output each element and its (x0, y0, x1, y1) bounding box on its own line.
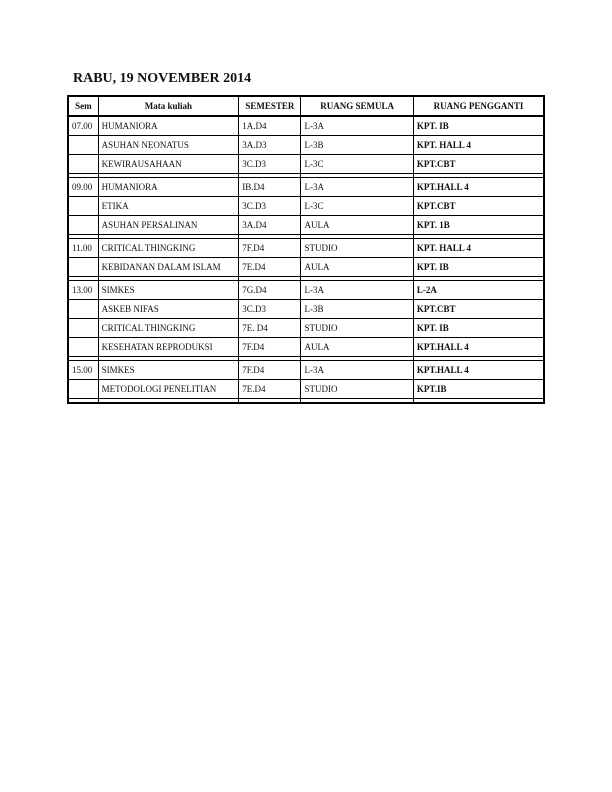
original-room-cell: AULA (301, 338, 413, 357)
course-cell: CRITICAL THINGKING (98, 239, 239, 258)
semester-cell: 3C.D3 (239, 300, 301, 319)
replacement-room-cell: KPT. HALL 4 (413, 239, 544, 258)
course-cell: SIMKES (98, 361, 239, 380)
semester-cell: 1A.D4 (239, 116, 301, 136)
original-room-cell: STUDIO (301, 239, 413, 258)
time-cell (68, 338, 98, 357)
original-room-cell: L-3A (301, 178, 413, 197)
course-cell: ETIKA (98, 197, 239, 216)
header-sem: Sem (68, 96, 98, 116)
time-cell: 15.00 (68, 361, 98, 380)
time-cell: 07.00 (68, 116, 98, 136)
replacement-room-cell: L-2A (413, 281, 544, 300)
table-row (68, 116, 544, 136)
separator-cell (413, 399, 544, 404)
course-cell: HUMANIORA (98, 178, 239, 197)
time-cell: 13.00 (68, 281, 98, 300)
semester-cell: 3C.D3 (239, 155, 301, 174)
header-semester: SEMESTER (239, 96, 301, 116)
separator-cell (98, 399, 239, 404)
schedule-table (67, 95, 545, 404)
original-room-cell: L-3B (301, 300, 413, 319)
semester-cell: 7E.D4 (239, 258, 301, 277)
replacement-room-cell: KPT.HALL 4 (413, 338, 544, 357)
original-room-cell: STUDIO (301, 380, 413, 399)
table-row (68, 136, 544, 155)
separator-cell (301, 399, 413, 404)
semester-cell: 7F.D4 (239, 338, 301, 357)
semester-cell: 3A.D4 (239, 216, 301, 235)
course-cell: ASKEB NIFAS (98, 300, 239, 319)
semester-cell: 3A.D3 (239, 136, 301, 155)
time-cell (68, 136, 98, 155)
course-cell: KESEHATAN REPRODUKSI (98, 338, 239, 357)
table-row (68, 361, 544, 380)
time-cell (68, 197, 98, 216)
original-room-cell: L-3B (301, 136, 413, 155)
time-cell (68, 300, 98, 319)
course-cell: KEWIRAUSAHAAN (98, 155, 239, 174)
table-row (68, 338, 544, 357)
separator-cell (68, 399, 98, 404)
original-room-cell: L-3C (301, 155, 413, 174)
page-title: RABU, 19 NOVEMBER 2014 (73, 71, 252, 86)
table-row (68, 300, 544, 319)
course-cell: ASUHAN PERSALINAN (98, 216, 239, 235)
table-row (68, 239, 544, 258)
replacement-room-cell: KPT. IB (413, 258, 544, 277)
semester-cell: 7E.D4 (239, 380, 301, 399)
table-row (68, 155, 544, 174)
replacement-room-cell: KPT.CBT (413, 300, 544, 319)
semester-cell: 7E. D4 (239, 319, 301, 338)
semester-cell: 3C.D3 (239, 197, 301, 216)
replacement-room-cell: KPT. IB (413, 116, 544, 136)
time-cell: 11.00 (68, 239, 98, 258)
table-row (68, 216, 544, 235)
time-cell (68, 319, 98, 338)
semester-cell: 7F.D4 (239, 239, 301, 258)
header-row (68, 96, 544, 116)
header-original-room: RUANG SEMULA (301, 96, 413, 116)
course-cell: CRITICAL THINGKING (98, 319, 239, 338)
replacement-room-cell: KPT. 1B (413, 216, 544, 235)
original-room-cell: AULA (301, 258, 413, 277)
time-cell: 09.00 (68, 178, 98, 197)
course-cell: ASUHAN NEONATUS (98, 136, 239, 155)
original-room-cell: AULA (301, 216, 413, 235)
original-room-cell: STUDIO (301, 319, 413, 338)
semester-cell: IB.D4 (239, 178, 301, 197)
table-row (68, 258, 544, 277)
replacement-room-cell: KPT.CBT (413, 155, 544, 174)
time-cell (68, 216, 98, 235)
original-room-cell: L-3A (301, 281, 413, 300)
header-replacement-room: RUANG PENGGANTI (413, 96, 544, 116)
semester-cell: 7G.D4 (239, 281, 301, 300)
original-room-cell: L-3A (301, 116, 413, 136)
table-row (68, 319, 544, 338)
table-row (68, 380, 544, 399)
semester-cell: 7F.D4 (239, 361, 301, 380)
time-cell (68, 258, 98, 277)
course-cell: METODOLOGI PENELITIAN (98, 380, 239, 399)
table-row (68, 281, 544, 300)
replacement-room-cell: KPT.HALL 4 (413, 361, 544, 380)
group-separator (68, 399, 544, 404)
course-cell: KEBIDANAN DALAM ISLAM (98, 258, 239, 277)
replacement-room-cell: KPT.CBT (413, 197, 544, 216)
course-cell: HUMANIORA (98, 116, 239, 136)
original-room-cell: L-3A (301, 361, 413, 380)
schedule-body (68, 116, 544, 403)
time-cell (68, 380, 98, 399)
header-course: Mata kuliah (98, 96, 239, 116)
replacement-room-cell: KPT.HALL 4 (413, 178, 544, 197)
original-room-cell: L-3C (301, 197, 413, 216)
table-row (68, 197, 544, 216)
replacement-room-cell: KPT. IB (413, 319, 544, 338)
replacement-room-cell: KPT. HALL 4 (413, 136, 544, 155)
separator-cell (239, 399, 301, 404)
table-row (68, 178, 544, 197)
time-cell (68, 155, 98, 174)
replacement-room-cell: KPT.IB (413, 380, 544, 399)
course-cell: SIMKES (98, 281, 239, 300)
